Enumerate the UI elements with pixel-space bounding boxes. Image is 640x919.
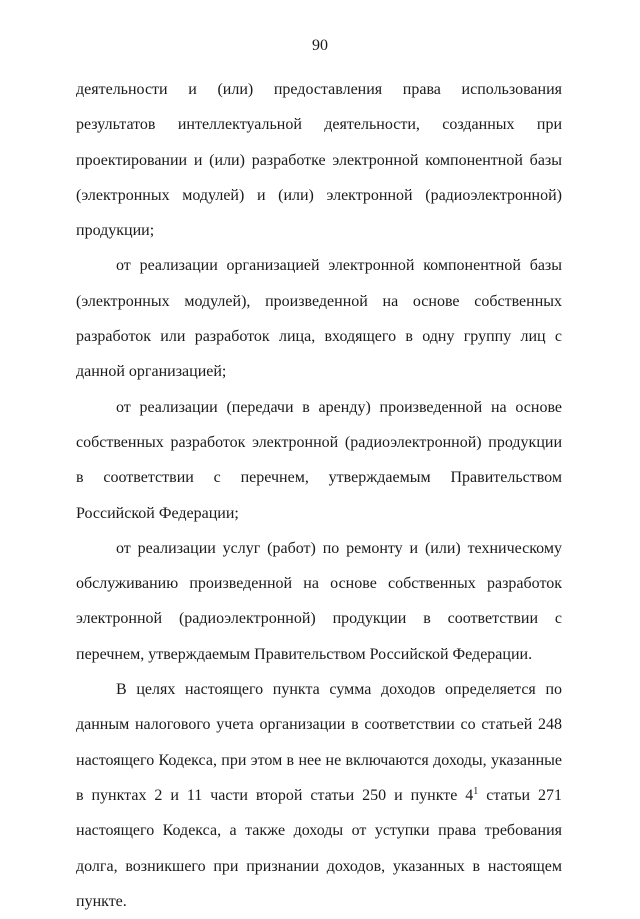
document-body [76,72,562,919]
paragraph-product-sales: от реализации (передачи в аренду) произведенной на основе собственных разработок электронной (радиоэлектронной) продукции в соответствии с перечнем, утверждаемым Правительством Российской Федерации; [76,398,562,522]
paragraph-income-definition [76,672,562,919]
paragraph-component-base-sales: от реализации организацией электронной компонентной базы (электронных модулей), произведенной на основе собственных разработок или разработок лица, входящего в одну группу лиц с данной организацией; [76,257,562,381]
paragraph-repair-services: от реализации услуг (работ) по ремонту и (или) техническому обслуживанию произведенной на основе собственных разработок электронной (радиоэлектронной) продукции в соответствии с перечнем, утверждаемым Правительством Российской Федерации. [76,539,562,663]
income-definition-text-end: статьи 271 настоящего Кодекса, а также доходы от уступки права требования долга, возникшего при признании доходов, указанных в настоящем пункте. [76,786,562,910]
page-number: 90 [312,37,328,54]
article-superscript: 1 [473,785,479,797]
income-definition-text-start: В целях настоящего пункта сумма доходов определяется по данным налогового учета организации в соответствии со статьей 248 настоящего Кодекса, при этом в нее не включаются доходы, указанные в пунктах 2 и 11 части второй статьи 250 и пункте 4 [76,681,562,804]
paragraph-continuation: деятельности и (или) предоставления права использования результатов интеллектуальной деятельности, созданных при проектировании и (или) разработке электронной компонентной базы (электронных модулей) и (или) электронной (радиоэлектронной) продукции; [76,81,562,240]
